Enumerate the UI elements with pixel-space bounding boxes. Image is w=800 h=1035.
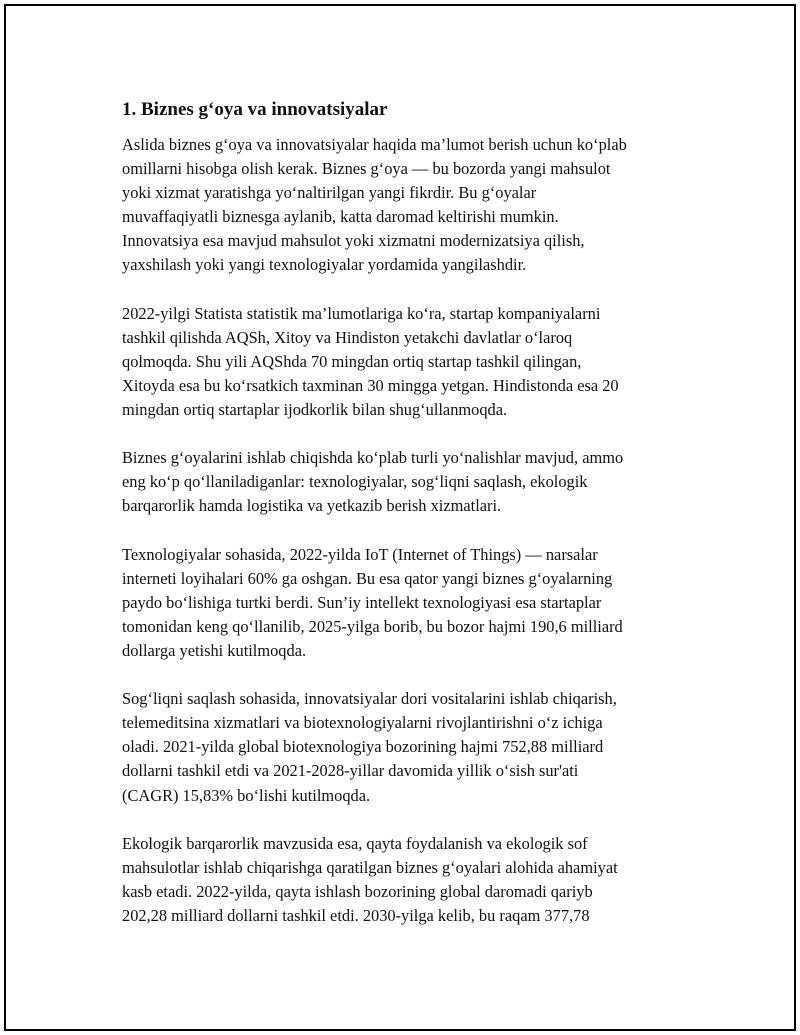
paragraph-line: tashkil qilishda AQSh, Xitoy va Hindiston yetakchi davlatlar o‘laroq xyxy=(122,327,573,347)
paragraph-line: 2022-yilgi Statista statistik ma’lumotlariga ko‘ra, startap kompaniyalarni xyxy=(122,303,601,323)
paragraph xyxy=(122,687,702,807)
paragraph-line: yaxshilash yoki yangi texnologiyalar yordamida yangilashdir. xyxy=(122,255,527,275)
paragraph-line: Xitoyda esa bu ko‘rsatkich taxminan 30 mingga yetgan. Hindistonda esa 20 xyxy=(122,375,619,395)
paragraph-line: interneti loyihalari 60% ga oshgan. Bu esa qator yangi biznes g‘oyalarning xyxy=(122,568,613,588)
paragraph-line: Biznes g‘oyalarini ishlab chiqishda ko‘plab turli yo‘nalishlar mavjud, ammo xyxy=(122,448,624,468)
paragraph-line: Innovatsiya esa mavjud mahsulot yoki xizmatni modernizatsiya qilish, xyxy=(122,231,585,251)
paragraph-line: Texnologiyalar sohasida, 2022-yilda IoT (Internet of Things) — narsalar xyxy=(122,544,598,564)
paragraph-line: dollarni tashkil etdi va 2021-2028-yillar davomida yillik o‘sish sur'ati xyxy=(122,761,579,781)
paragraph-line: Ekologik barqarorlik mavzusida esa, qayta foydalanish va ekologik sof xyxy=(122,833,588,853)
paragraph-line: omillarni hisobga olish kerak. Biznes g‘oya — bu bozorda yangi mahsulot xyxy=(122,159,611,179)
section-heading: 1. Biznes g‘oya va innovatsiyalar xyxy=(122,99,388,120)
paragraph-line: 202,28 milliard dollarni tashkil etdi. 2030-yilga kelib, bu raqam 377,78 xyxy=(122,906,590,925)
paragraph-line: mahsulotlar ishlab chiqarishga qaratilgan biznes g‘oyalari alohida ahamiyat xyxy=(122,857,618,877)
paragraph-line: Aslida biznes g‘oya va innovatsiyalar haqida ma’lumot berish uchun ko‘plab xyxy=(122,135,627,154)
paragraph xyxy=(122,543,702,663)
paragraph xyxy=(122,133,702,278)
paragraph-line: kasb etadi. 2022-yilda, qayta ishlash bozorining global daromadi qariyb xyxy=(122,881,593,901)
paragraph xyxy=(122,302,702,422)
paragraph xyxy=(122,832,702,928)
paragraph-line: qolmoqda. Shu yili AQShda 70 mingdan ortiq startap tashkil qilingan, xyxy=(122,351,582,371)
paragraph-line: (CAGR) 15,83% bo‘lishi kutilmoqda. xyxy=(122,785,371,805)
paragraph-line: oladi. 2021-yilda global biotexnologiya bozorining hajmi 752,88 milliard xyxy=(122,737,604,757)
paragraph-line: barqarorlik hamda logistika va yetkazib berish xizmatlari. xyxy=(122,496,502,516)
paragraph-line: dollarga yetishi kutilmoqda. xyxy=(122,640,307,660)
paragraph-line: telemeditsina xizmatlari va biotexnologiyalarni rivojlantirishni o‘z ichiga xyxy=(122,713,603,733)
page-content xyxy=(122,98,702,952)
paragraph-line: paydo bo‘lishiga turtki berdi. Sun’iy intellekt texnologiyasi esa startaplar xyxy=(122,592,602,612)
paragraph-line: mingdan ortiq startaplar ijodkorlik bilan shug‘ullanmoqda. xyxy=(122,400,508,420)
paragraph-line: Sog‘liqni saqlash sohasida, innovatsiyalar dori vositalarini ishlab chiqarish, xyxy=(122,689,617,709)
paragraph-line: yoki xizmat yaratishga yo‘naltirilgan yangi fikrdir. Bu g‘oyalar xyxy=(122,183,537,203)
paragraph-list xyxy=(122,133,702,928)
paragraph-line: eng ko‘p qo‘llaniladiganlar: texnologiyalar, sog‘liqni saqlash, ekologik xyxy=(122,472,588,492)
paragraph-line: muvaffaqiyatli biznesga aylanib, katta daromad keltirishi mumkin. xyxy=(122,207,559,227)
paragraph xyxy=(122,446,702,518)
paragraph-line: tomonidan keng qo‘llanilib, 2025-yilga borib, bu bozor hajmi 190,6 milliard xyxy=(122,616,623,636)
page-frame xyxy=(4,4,796,1031)
